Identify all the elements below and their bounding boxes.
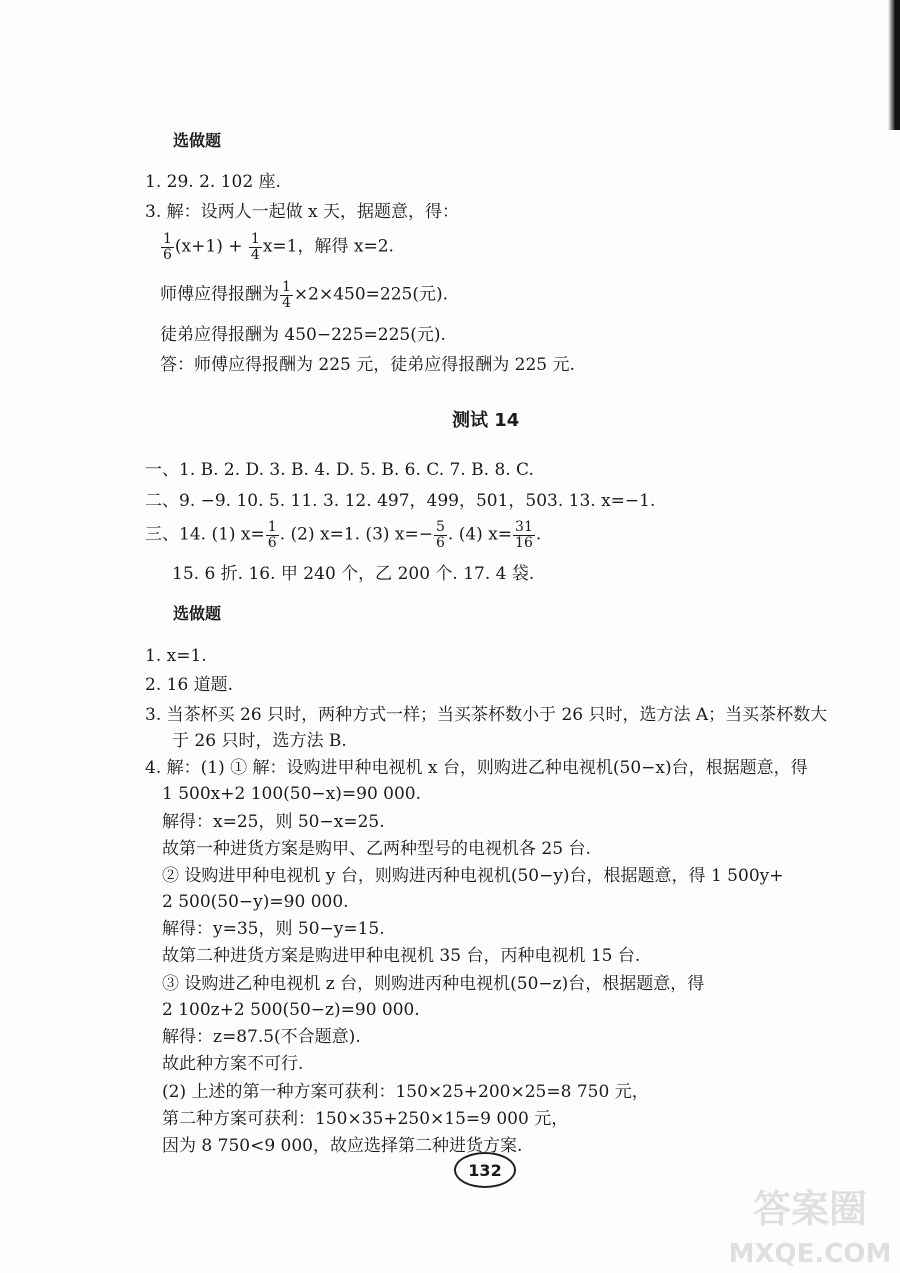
answer-line: 15. 6 折. 16. 甲 240 个，乙 200 个. 17. 4 袋. — [172, 564, 535, 584]
answer-line: 解得：x=25，则 50−x=25. — [162, 812, 385, 832]
answer-line: 故第一种进货方案是购甲、乙两种型号的电视机各 25 台. — [162, 839, 591, 859]
answer-line: 第二种方案可获利：150×35+250×15=9 000 元， — [162, 1109, 569, 1129]
answer-line: ③ 设购进乙种电视机 z 台，则购进丙种电视机(50−z)台，根据题意，得 — [162, 974, 705, 994]
answer-line: 2. 16 道题. — [145, 675, 234, 695]
answer-line: 一、1. B. 2. D. 3. B. 4. D. 5. B. 6. C. 7. B. 8. C. — [145, 460, 534, 480]
fraction: $\frac{5}{6}$ — [436, 519, 445, 551]
answer-line: 故此种方案不可行. — [162, 1054, 304, 1074]
section-heading-optional: 选做题 — [173, 604, 222, 623]
fraction: $\frac{1}{4}$ — [282, 279, 291, 311]
answer-line: 1 500x+2 100(50−x)=90 000. — [162, 784, 422, 804]
answer-line: ② 设购进甲种电视机 y 台，则购进丙种电视机(50−y)台，根据题意，得 1 500y+ — [162, 866, 784, 886]
section-heading-optional: 选做题 — [173, 131, 222, 150]
answer-line: (2) 上述的第一种方案可获利：150×25+200×25=8 750 元， — [162, 1082, 649, 1102]
section-title-test14: 测试 14 — [452, 410, 520, 431]
page-number: 132 — [454, 1152, 516, 1188]
fraction: $\frac{1}{4}$ — [250, 231, 260, 263]
answer-line: 故第二种进货方案是购进甲种电视机 35 台，丙种电视机 15 台. — [162, 946, 641, 966]
answer-line: 4. 解：(1) ① 解：设购进甲种电视机 x 台，则购进乙种电视机(50−x)台，根据题意，得 — [145, 758, 808, 778]
fraction: $\frac{1}{6}$ — [163, 231, 172, 263]
answer-line: 于 26 只时，选方法 B. — [172, 731, 347, 751]
page-edge-shadow — [888, 0, 900, 130]
answer-line: 解得：z=87.5(不合题意). — [162, 1027, 361, 1047]
answer-line-fractions: 三、14. (1) x= $\frac{1}{6}$ . (2) x=1. (3) x=− $\frac{5}{6}$ . (4) x= $\frac{31}{16}$ . — [145, 519, 542, 551]
answer-line: 2 500(50−y)=90 000. — [162, 892, 349, 912]
answer-line: 3. 解：设两人一起做 x 天，据题意，得： — [145, 202, 460, 222]
answer-line: 1. x=1. — [145, 646, 207, 666]
watermark-logo — [722, 1178, 898, 1270]
answer-summary-line: 答：师傅应得报酬为 225 元，徒弟应得报酬为 225 元. — [160, 355, 575, 375]
watermark-bottom-text: MXQE.COM — [728, 1239, 892, 1269]
equation-line: $\frac{1}{6}$ (x+1) + $\frac{1}{4}$ x=1，解得 x=2. — [163, 231, 394, 263]
answer-line: 3. 当茶杯买 26 只时，两种方式一样；当买茶杯数小于 26 只时，选方法 A；当买茶杯数大 — [145, 705, 828, 725]
answer-line: 1. 29. 2. 102 座. — [145, 172, 281, 192]
fraction: $\frac{31}{16}$ — [515, 519, 533, 551]
answer-line: 二、9. −9. 10. 5. 11. 3. 12. 497，499，501，503. 13. x=−1. — [145, 491, 656, 511]
master-payment-line: 师傅应得报酬为 $\frac{1}{4}$ ×2×450=225(元). — [160, 279, 449, 311]
answer-line: 2 100z+2 500(50−z)=90 000. — [162, 1000, 420, 1020]
fraction: $\frac{1}{6}$ — [267, 519, 277, 551]
answer-line: 因为 8 750<9 000，故应选择第二种进货方案. — [162, 1136, 523, 1156]
watermark-top-text: 答案圈 — [752, 1187, 868, 1231]
answer-line: 解得：y=35，则 50−y=15. — [162, 919, 385, 939]
apprentice-payment-line: 徒弟应得报酬为 450−225=225(元). — [160, 325, 446, 345]
